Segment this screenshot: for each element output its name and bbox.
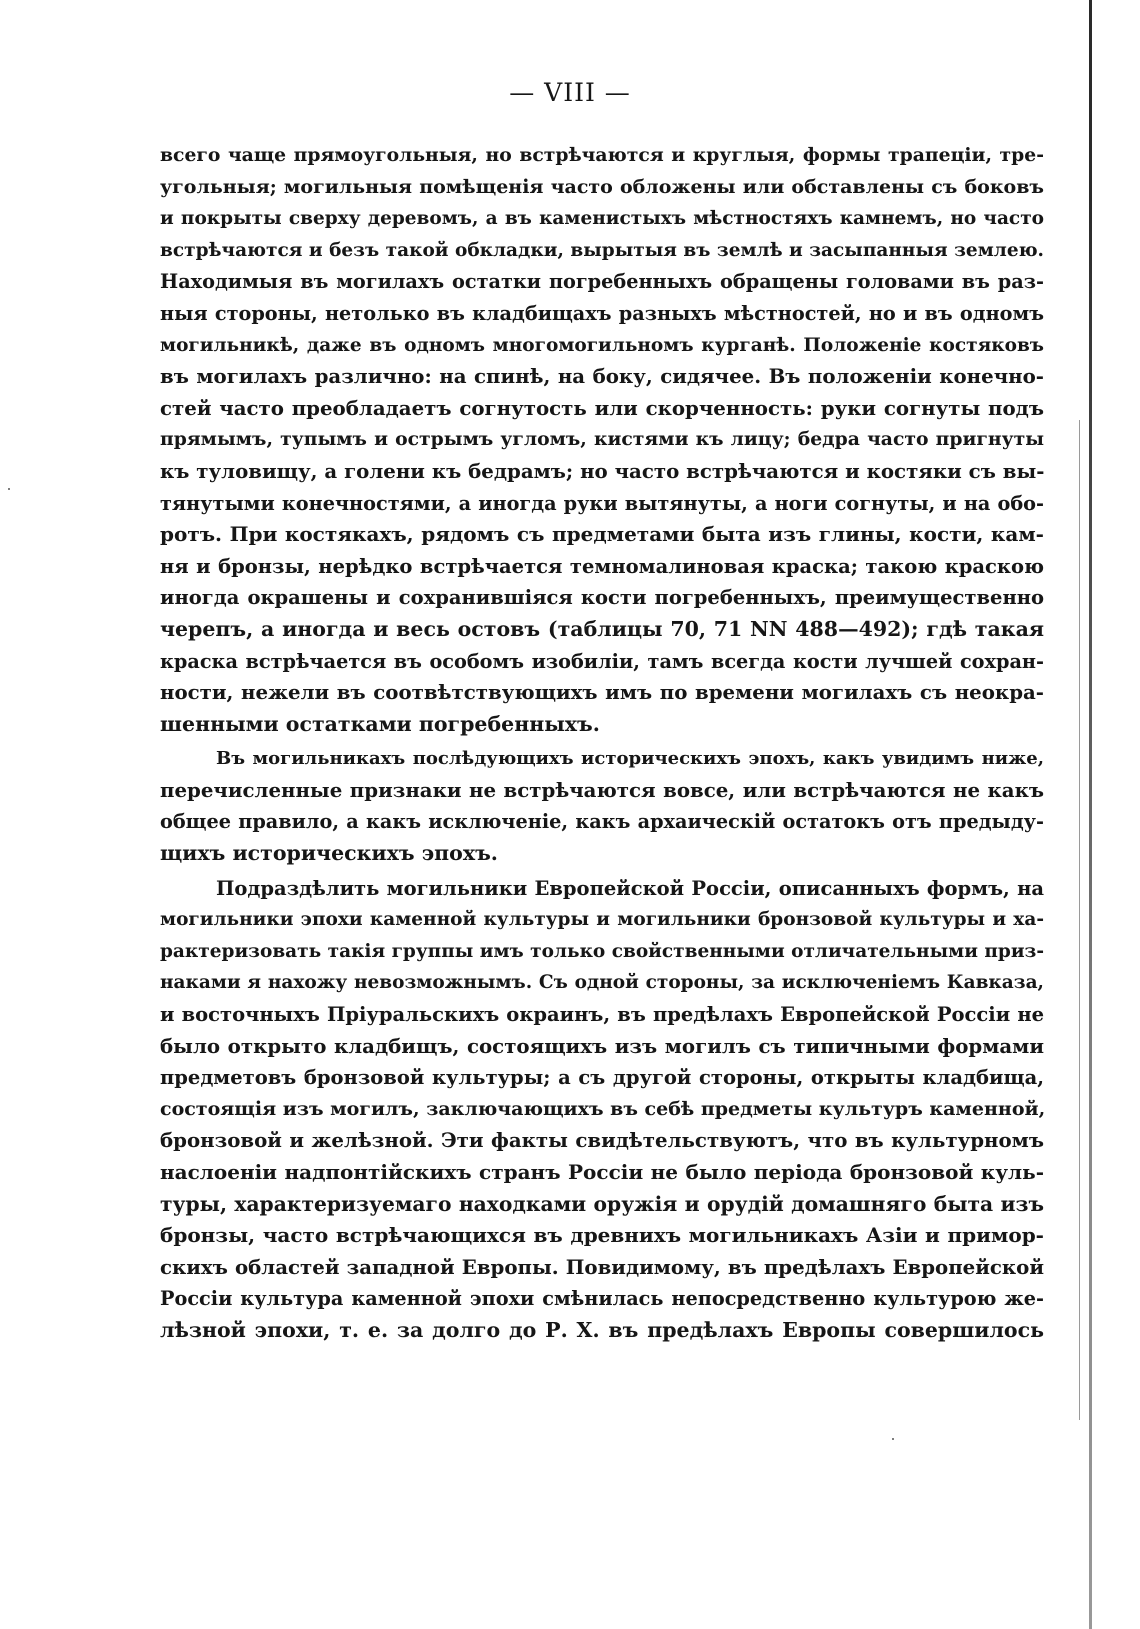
text-line: туры, характеризуемаго находками оружія и орудій домашняго быта изъ bbox=[160, 1191, 1044, 1216]
scan-binding-edge bbox=[1089, 0, 1092, 1629]
page-number: — VIII — bbox=[509, 78, 631, 107]
text-line: къ туловищу, а голени къ бедрамъ; но часто встрѣчаются и костяки съ вы- bbox=[160, 458, 1045, 483]
text-line: щихъ историческихъ эпохъ. bbox=[160, 841, 498, 866]
text-line: всего чаще прямоугольныя, но встрѣчаются и круглыя, формы трапеціи, тре- bbox=[160, 144, 1044, 166]
text-line: общее правило, а какъ исключеніе, какъ архаическій остатокъ отъ предыду- bbox=[160, 810, 1044, 834]
text-line: угольныя; могильныя помѣщенія часто обложены или обставлены съ боковъ bbox=[160, 175, 1044, 198]
text-line: ротъ. При костякахъ, рядомъ съ предметами быта изъ глины, кости, кам- bbox=[160, 522, 1044, 547]
text-line: иногда окрашены и сохранившіяся кости погребенныхъ, преимущественно bbox=[160, 586, 1044, 610]
paragraph-3 bbox=[160, 873, 1044, 1347]
text-line: шенными остатками погребенныхъ. bbox=[160, 711, 600, 736]
text-line: Россіи культура каменной эпохи смѣнилась непосредственно культурою же- bbox=[160, 1287, 1044, 1311]
text-line: скихъ областей западной Европы. Повидимому, въ предѣлахъ Европейской bbox=[160, 1254, 1044, 1279]
text-line: предметовъ бронзовой культуры; а съ другой стороны, открыты кладбища, bbox=[160, 1066, 1044, 1090]
text-line: перечисленные признаки не встрѣчаются вовсе, или встрѣчаются не какъ bbox=[160, 777, 1044, 802]
text-line: ности, нежели въ соотвѣтствующихъ имъ по времени могилахъ съ неокра- bbox=[160, 680, 1044, 705]
text-line: могильники эпохи каменной культуры и могильники бронзовой культуры и ха- bbox=[160, 909, 1044, 931]
text-line: Находимыя въ могилахъ остатки погребенныхъ обращены головами въ раз- bbox=[160, 270, 1044, 294]
text-line: Подраздѣлить могильники Европейской Россіи, описанныхъ формъ, на bbox=[216, 876, 1044, 900]
text-line: могильникѣ, даже въ одномъ многомогильномъ курганѣ. Положеніе костяковъ bbox=[160, 334, 1044, 356]
text-line: состоящія изъ могилъ, заключающихъ въ себѣ предметы культуръ каменной, bbox=[160, 1097, 1046, 1120]
body-text bbox=[160, 140, 1044, 1347]
paragraph-1 bbox=[160, 140, 1044, 740]
text-line: наками я нахожу невозможнымъ. Съ одной стороны, за исключеніемъ Кавказа, bbox=[160, 972, 1044, 994]
text-line: и покрыты сверху деревомъ, а въ каменистыхъ мѣстностяхъ камнемъ, но часто bbox=[160, 208, 1044, 230]
text-line: ныя стороны, нетолько въ кладбищахъ разныхъ мѣстностей, но и въ одномъ bbox=[160, 301, 1044, 325]
text-line: встрѣчаются и безъ такой обкладки, вырытыя въ землѣ и засыпанныя землею. bbox=[160, 239, 1044, 261]
text-line: въ могилахъ различно: на спинѣ, на боку, сидячее. Въ положеніи конечно- bbox=[160, 364, 1044, 389]
text-line: прямымъ, тупымъ и острымъ угломъ, кистями къ лицу; бедра часто пригнуты bbox=[160, 428, 1044, 451]
text-line: тянутыми конечностями, а иногда руки вытянуты, а ноги согнуты, и на обо- bbox=[160, 491, 1044, 515]
text-line: было открыто кладбищъ, состоящихъ изъ могилъ съ типичными формами bbox=[160, 1033, 1044, 1058]
text-line: рактеризовать такія группы имъ только свойственными отличательными приз- bbox=[160, 940, 1045, 962]
scan-shadow-line bbox=[1079, 420, 1080, 1420]
text-line: Въ могильникахъ послѣдующихъ историческихъ эпохъ, какъ увидимъ ниже, bbox=[216, 748, 1044, 770]
text-line: черепъ, а иногда и весь остовъ (таблицы 70, 71 NN 488—492); гдѣ такая bbox=[160, 616, 1044, 641]
scan-speck bbox=[8, 488, 10, 490]
text-line: ня и бронзы, нерѣдко встрѣчается темномалиновая краска; такою краскою bbox=[160, 554, 1044, 578]
text-line: и восточныхъ Пріуральскихъ окраинъ, въ предѣлахъ Европейской Россіи не bbox=[160, 1003, 1044, 1027]
text-line: краска встрѣчается въ особомъ изобиліи, тамъ всегда кости лучшей сохран- bbox=[160, 649, 1044, 673]
text-line: бронзовой и желѣзной. Эти факты свидѣтельствуютъ, что въ культурномъ bbox=[160, 1128, 1044, 1153]
text-line: стей часто преобладаетъ согнутость или скорченность: руки согнуты подъ bbox=[160, 395, 1044, 420]
scan-speck bbox=[892, 1438, 894, 1440]
text-line: лѣзной эпохи, т. е. за долго до Р. Х. въ предѣлахъ Европы совершилось bbox=[160, 1317, 1044, 1342]
text-line: бронзы, часто встрѣчающихся въ древнихъ могильникахъ Азіи и примор- bbox=[160, 1223, 1044, 1248]
paragraph-2 bbox=[160, 743, 1044, 869]
text-line: наслоеніи надпонтійскихъ странъ Россіи не было періода бронзовой куль- bbox=[160, 1160, 1044, 1184]
